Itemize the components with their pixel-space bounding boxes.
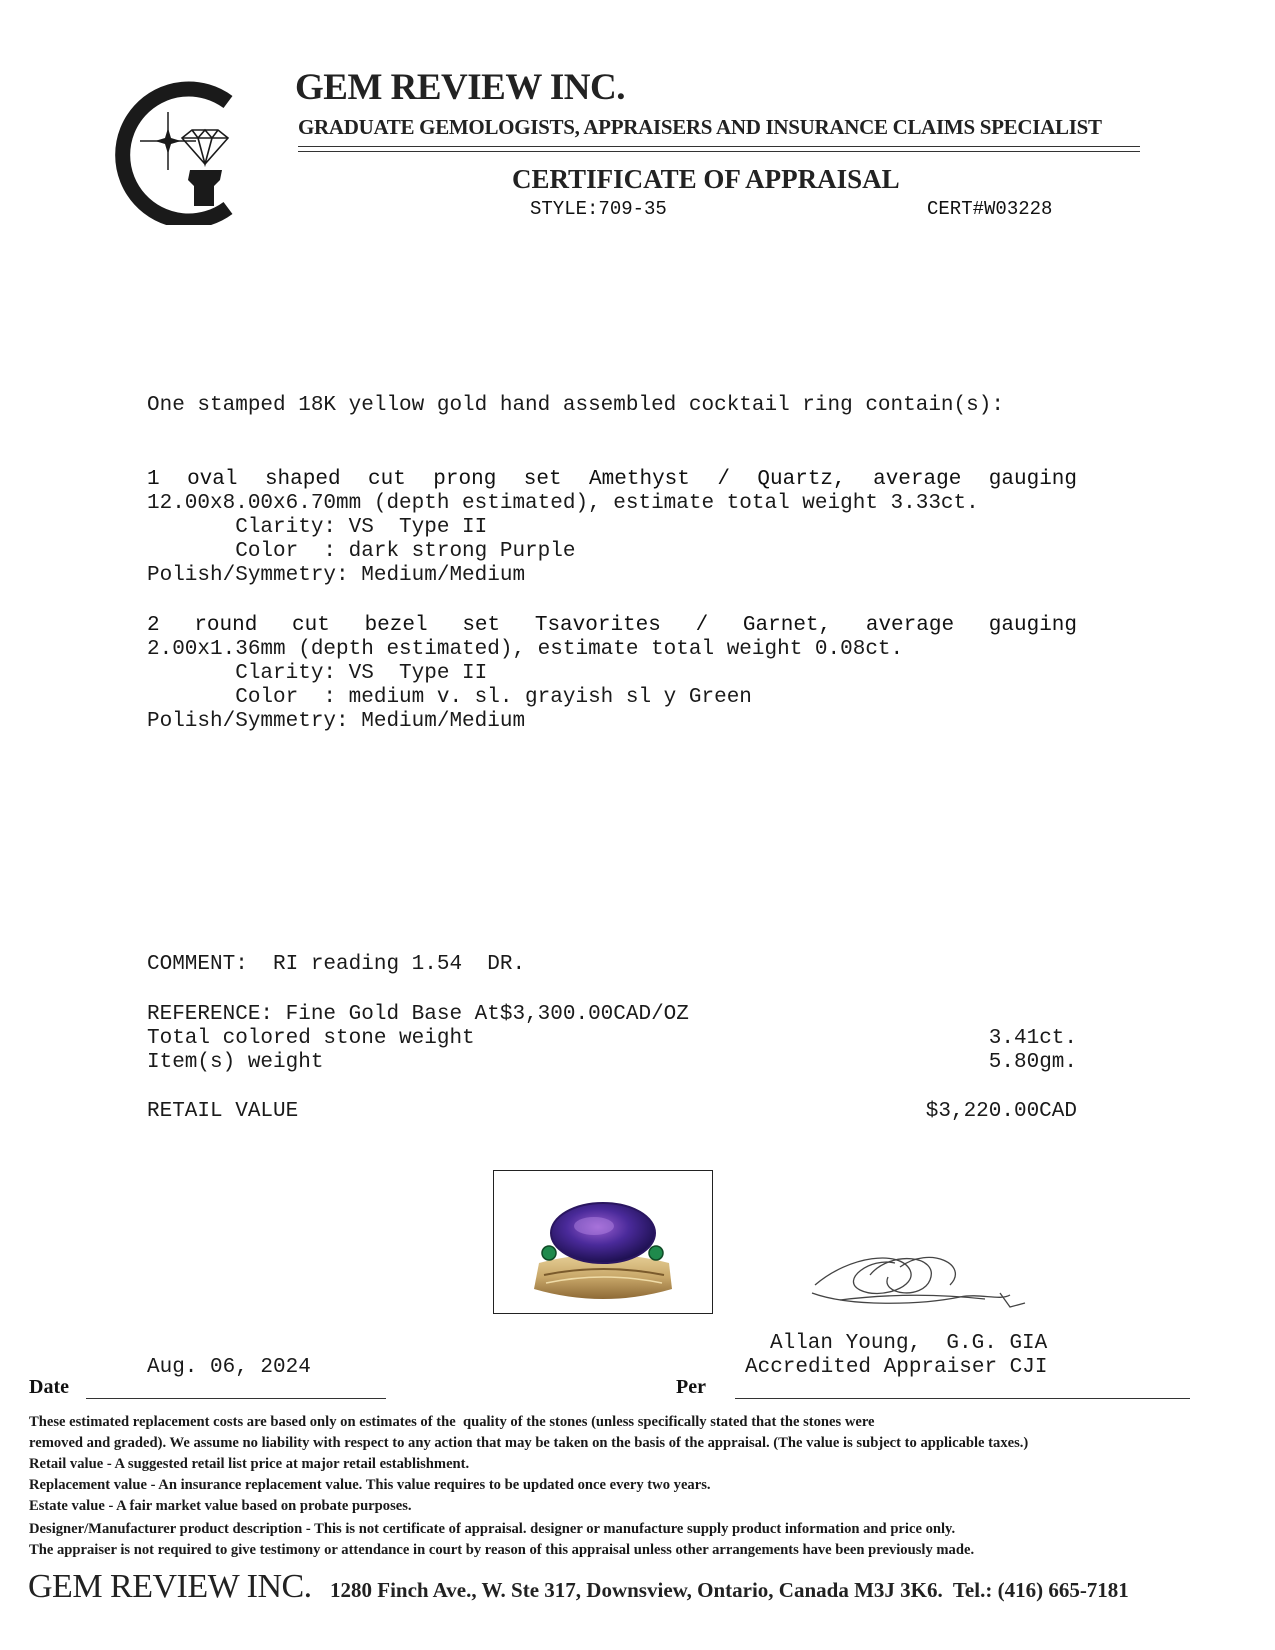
appraiser-name: Allan Young, G.G. GIA — [770, 1332, 1048, 1355]
retail-value-label: RETAIL VALUE — [147, 1100, 299, 1123]
date-line — [86, 1398, 386, 1399]
footer-address: 1280 Finch Ave., W. Ste 317, Downsview, Ontario, Canada M3J 3K6. Tel.: (416) 665-7181 — [330, 1578, 1129, 1602]
footer-company-name: GEM REVIEW INC. — [28, 1568, 312, 1605]
style-number: STYLE:709-35 — [530, 198, 667, 220]
stone-1-polish: Polish/Symmetry: Medium/Medium — [147, 564, 526, 587]
item-weight-label: Item(s) weight — [147, 1051, 324, 1074]
stone-2-clarity: Clarity: VS Type II — [147, 662, 488, 685]
disclaimer-line-7: The appraiser is not required to give testimony or attendance in court by reason of this appraisal unless other arrangements have been previously made. — [29, 1542, 975, 1558]
stone-weight-label: Total colored stone weight — [147, 1027, 475, 1050]
stone-2-color: Color : medium v. sl. grayish sl y Green — [147, 686, 752, 709]
ring-photo — [493, 1170, 713, 1314]
certificate-title: CERTIFICATE OF APPRAISAL — [512, 164, 900, 194]
stone-2-line-2: 2.00x1.36mm (depth estimated), estimate total weight 0.08ct. — [147, 638, 904, 661]
gem-review-logo — [110, 80, 250, 225]
company-name: GEM REVIEW INC. — [295, 67, 625, 108]
stone-2-polish: Polish/Symmetry: Medium/Medium — [147, 710, 526, 733]
disclaimer-line-6: Designer/Manufacturer product description - This is not certificate of appraisal. designer or manufacture supply product information and price only. — [29, 1521, 956, 1537]
disclaimer-line-3: Retail value - A suggested retail list price at major retail establishment. — [29, 1456, 470, 1472]
stone-1-line-2: 12.00x8.00x6.70mm (depth estimated), estimate total weight 3.33ct. — [147, 492, 979, 515]
disclaimer-line-5: Estate value - A fair market value based on probate purposes. — [29, 1498, 412, 1514]
per-label: Per — [676, 1376, 706, 1398]
disclaimer-line-2: removed and graded). We assume no liability with respect to any action that may be taken on the basis of the appraisal. (The value is subject to applicable taxes.) — [29, 1435, 1029, 1451]
company-tagline: GRADUATE GEMOLOGISTS, APPRAISERS AND INSURANCE CLAIMS SPECIALIST — [298, 115, 1102, 139]
header-rule-bottom — [298, 151, 1140, 152]
certificate-number: CERT#W03228 — [927, 198, 1053, 220]
reference: REFERENCE: Fine Gold Base At$3,300.00CAD/OZ — [147, 1003, 689, 1026]
stone-1-color: Color : dark strong Purple — [147, 540, 576, 563]
disclaimer-line-4: Replacement value - An insurance replacement value. This value requires to be updated once every two years. — [29, 1477, 711, 1493]
header-rule-top — [298, 146, 1140, 147]
item-description: One stamped 18K yellow gold hand assembled cocktail ring contain(s): — [147, 394, 1004, 417]
appraisal-date: Aug. 06, 2024 — [147, 1356, 311, 1379]
date-label: Date — [29, 1376, 69, 1398]
appraiser-signature — [810, 1245, 1040, 1330]
stone-1-line-1: 1 oval shaped cut prong set Amethyst / Quartz, average gauging — [147, 468, 1077, 491]
stone-1-clarity: Clarity: VS Type II — [147, 516, 488, 539]
stone-weight-value: 3.41ct. — [988, 1027, 1077, 1050]
per-line — [735, 1398, 1190, 1399]
stone-2-line-1: 2 round cut bezel set Tsavorites / Garnet, average gauging — [147, 614, 1077, 637]
item-weight-value: 5.80gm. — [988, 1051, 1077, 1074]
comment: COMMENT: RI reading 1.54 DR. — [147, 953, 526, 976]
appraiser-accreditation: Accredited Appraiser CJI — [745, 1356, 1048, 1379]
retail-value: $3,220.00CAD — [925, 1100, 1077, 1123]
disclaimer-line-1: These estimated replacement costs are based only on estimates of the quality of the stones (unless specifically stated that the stones were — [29, 1414, 875, 1430]
